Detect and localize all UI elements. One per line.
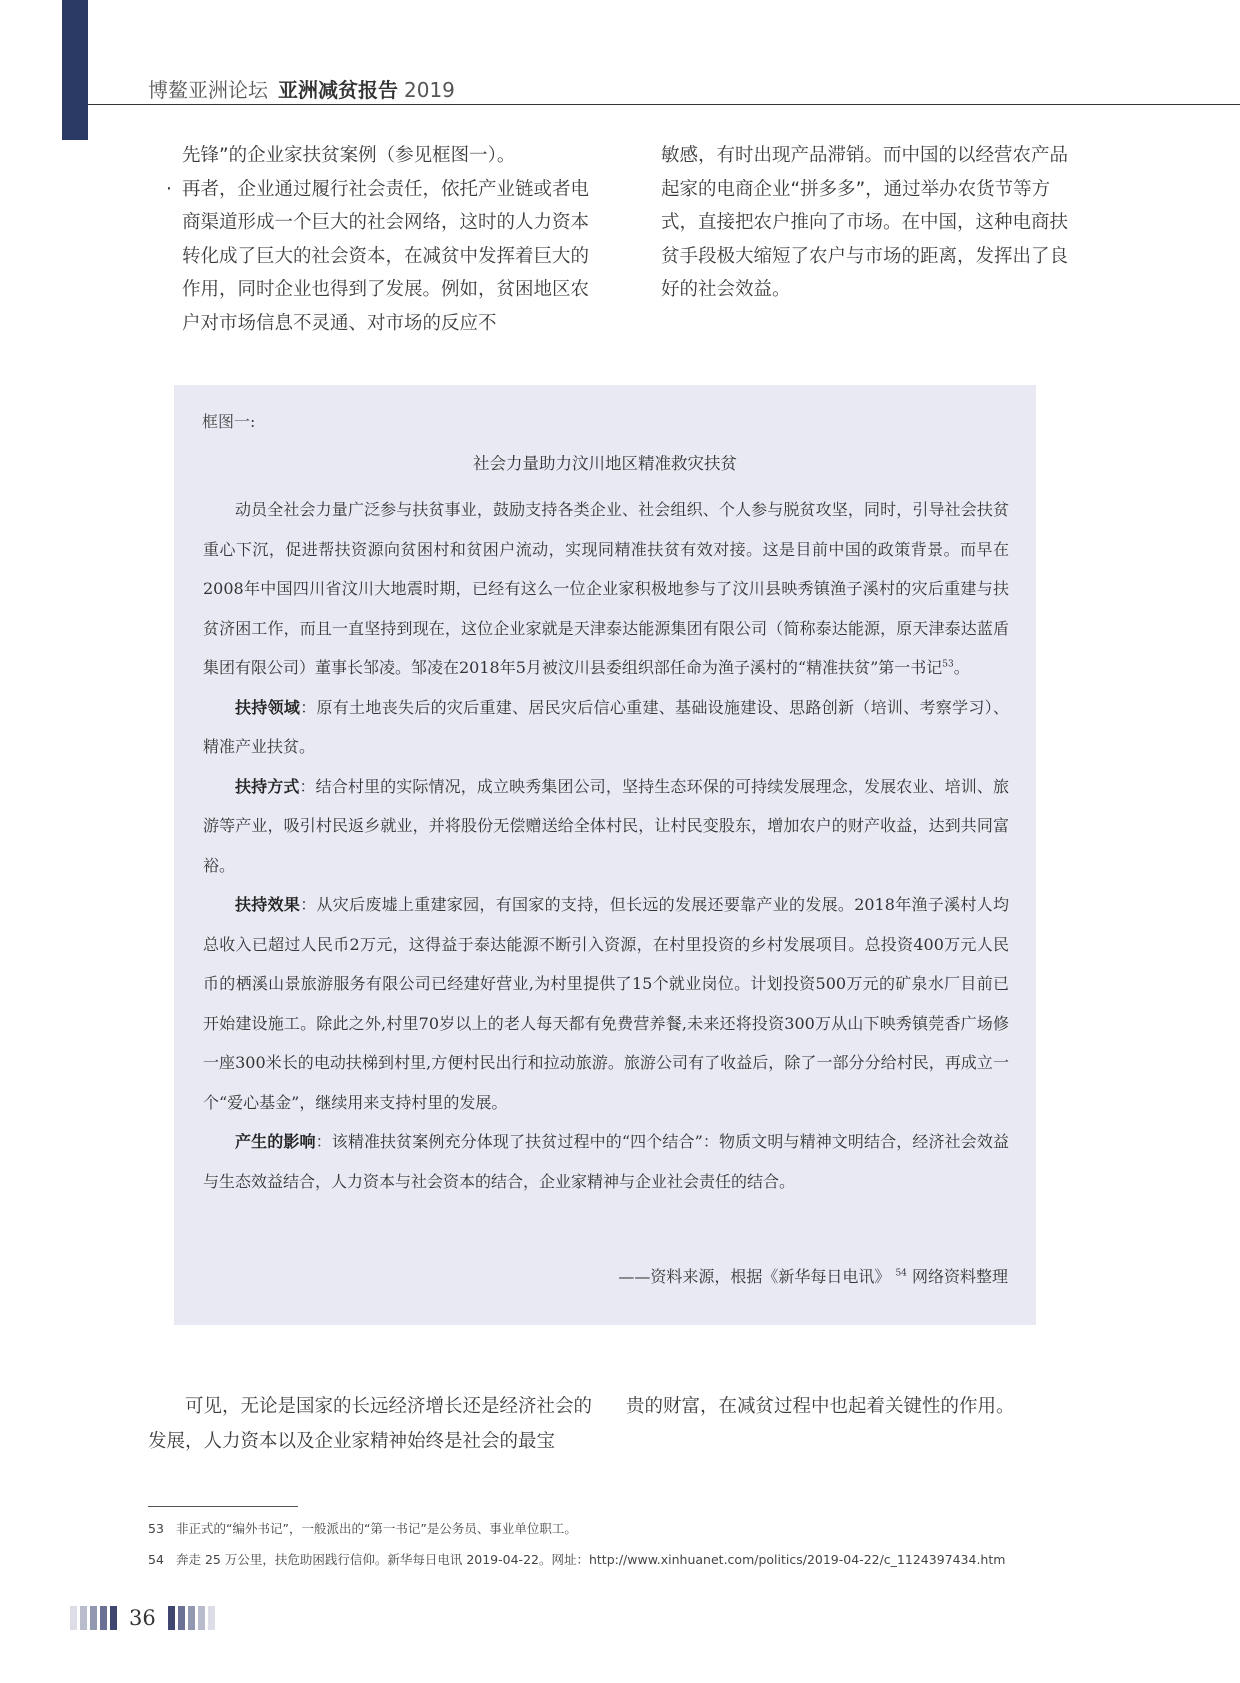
left-bars-icon bbox=[70, 1606, 117, 1630]
page-footer bbox=[70, 1605, 215, 1631]
bullet-paragraph-text: 再者，企业通过履行社会责任，依托产业链或者电商渠道形成一个巨大的社会网络，这时的人力资本转化成了巨大的社会资本，在减贫中发挥着巨大的作用，同时企业也得到了发展。例如，贫困地区农户对市场信息不灵通、对市场的反应不 bbox=[182, 178, 590, 334]
box-section bbox=[203, 688, 1009, 767]
header-rule bbox=[88, 104, 1240, 105]
header-forum: 博鳌亚洲论坛 bbox=[148, 78, 268, 102]
page-number: 36 bbox=[129, 1606, 156, 1630]
case-box bbox=[174, 385, 1036, 1325]
box-intro-end: 。 bbox=[953, 658, 970, 677]
box-section bbox=[203, 1122, 1009, 1201]
footnote-text: 奔走 25 万公里，扶危助困践行信仰。新华每日电讯 2019-04-22。网址：http://www.xinhuanet.com/politics/2019-04-22/c_1124397434.htm bbox=[176, 1552, 1006, 1567]
box-intro bbox=[203, 490, 1009, 688]
footnote-ref-53: 53 bbox=[942, 659, 954, 670]
running-header bbox=[148, 74, 455, 103]
source-suffix: 网络资料整理 bbox=[911, 1267, 1008, 1286]
section-label: 扶持方式 bbox=[235, 776, 300, 796]
bullet-paragraph bbox=[166, 173, 594, 341]
left-para-continued: 先锋”的企业家扶贫案例（参见框图一）。 bbox=[182, 145, 516, 166]
footnote-ref-54: 54 bbox=[895, 1268, 907, 1279]
right-para: 敏感，有时出现产品滞销。而中国的以经营农产品起家的电商企业“拼多多”，通过举办农货节等方式，直接把农户推向了市场。在中国，这种电商扶贫手段极大缩短了农户与市场的距离，发挥出了良好的社会效益。 bbox=[661, 145, 1069, 300]
header-accent-block bbox=[62, 0, 88, 140]
footnote-53 bbox=[148, 1519, 577, 1537]
header-report-title: 亚洲减贫报告 bbox=[278, 78, 398, 102]
section-label: 扶持领域 bbox=[235, 697, 301, 717]
section-text: ：该精准扶贫案例充分体现了扶贫过程中的“四个结合”：物质文明与精神文明结合，经济社会效益与生态效益结合，人力资本与社会资本的结合，企业家精神与企业社会责任的结合。 bbox=[203, 1132, 1009, 1191]
box-section bbox=[203, 885, 1009, 1122]
footnote-text: 非正式的“编外书记”，一般派出的“第一书记”是公务员、事业单位职工。 bbox=[176, 1521, 577, 1536]
conclusion-left: 可见，无论是国家的长远经济增长还是经济社会的发展，人力资本以及企业家精神始终是社会的最宝 bbox=[148, 1396, 593, 1452]
header-year: 2019 bbox=[404, 78, 455, 102]
section-text: ：从灾后废墟上重建家园，有国家的支持，但长远的发展还要靠产业的发展。2018年渔子溪村人均总收入已超过人民币2万元，这得益于泰达能源不断引入资源，在村里投资的乡村发展项目。总投资400万元人民币的栖溪山景旅游服务有限公司已经建好营业,为村里提供了15个就业岗位。计划投资500万元的矿泉水厂目前已开始建设施工。除此之外,村里70岁以上的老人每天都有免费营养餐,未来还将投资300万从山下映秀镇莞香广场修一座300米长的电动扶梯到村里,方便村民出行和拉动旅游。旅游公司有了收益后，除了一部分分给村民，再成立一个“爱心基金”，继续用来支持村里的发展。 bbox=[203, 895, 1009, 1112]
left-column bbox=[166, 139, 594, 340]
box-body bbox=[203, 490, 1009, 1201]
footnote-number: 53 bbox=[148, 1521, 164, 1536]
box-section bbox=[203, 767, 1009, 886]
source-prefix: ——资料来源，根据《新华每日电讯》 bbox=[618, 1267, 891, 1286]
box-source bbox=[618, 1264, 1008, 1287]
conclusion-right: 贵的财富，在减贫过程中也起着关键性的作用。 bbox=[626, 1396, 1015, 1417]
footnote-54 bbox=[148, 1550, 1005, 1568]
right-column bbox=[661, 139, 1073, 307]
box-label: 框图一: bbox=[202, 412, 256, 431]
section-text: ：原有土地丧失后的灾后重建、居民灾后信心重建、基础设施建设、思路创新（培训、考察学习）、精准产业扶贫。 bbox=[203, 697, 1009, 756]
section-label: 产生的影响 bbox=[235, 1132, 316, 1151]
box-title: 社会力量助力汶川地区精准救灾扶贫 bbox=[473, 454, 737, 473]
footnote-rule bbox=[148, 1506, 298, 1507]
section-label: 扶持效果 bbox=[235, 895, 301, 914]
box-intro-text: 动员全社会力量广泛参与扶贫事业，鼓励支持各类企业、社会组织、个人参与脱贫攻坚，同时，引导社会扶贫重心下沉，促进帮扶资源向贫困村和贫困户流动，实现同精准扶贫有效对接。这是目前中国的政策背景。而早在2008年中国四川省汶川大地震时期，已经有这么一位企业家积极地参与了汶川县映秀镇渔子溪村的灾后重建与扶贫济困工作，而且一直坚持到现在，这位企业家就是天津泰达能源集团有限公司（简称泰达能源，原天津泰达蓝盾集团有限公司）董事长邹凌。邹凌在2018年5月被汶川县委组织部任命为渔子溪村的“精准扶贫”第一书记 bbox=[203, 500, 1009, 677]
section-text: ：结合村里的实际情况，成立映秀集团公司，坚持生态环保的可持续发展理念，发展农业、培训、旅游等产业，吸引村民返乡就业，并将股份无偿赠送给全体村民，让村民变股东，增加农户的财产收益，达到共同富裕。 bbox=[203, 776, 1009, 875]
right-bars-icon bbox=[168, 1606, 215, 1630]
bullet-dot-icon: · bbox=[166, 178, 172, 200]
footnote-number: 54 bbox=[148, 1552, 164, 1567]
